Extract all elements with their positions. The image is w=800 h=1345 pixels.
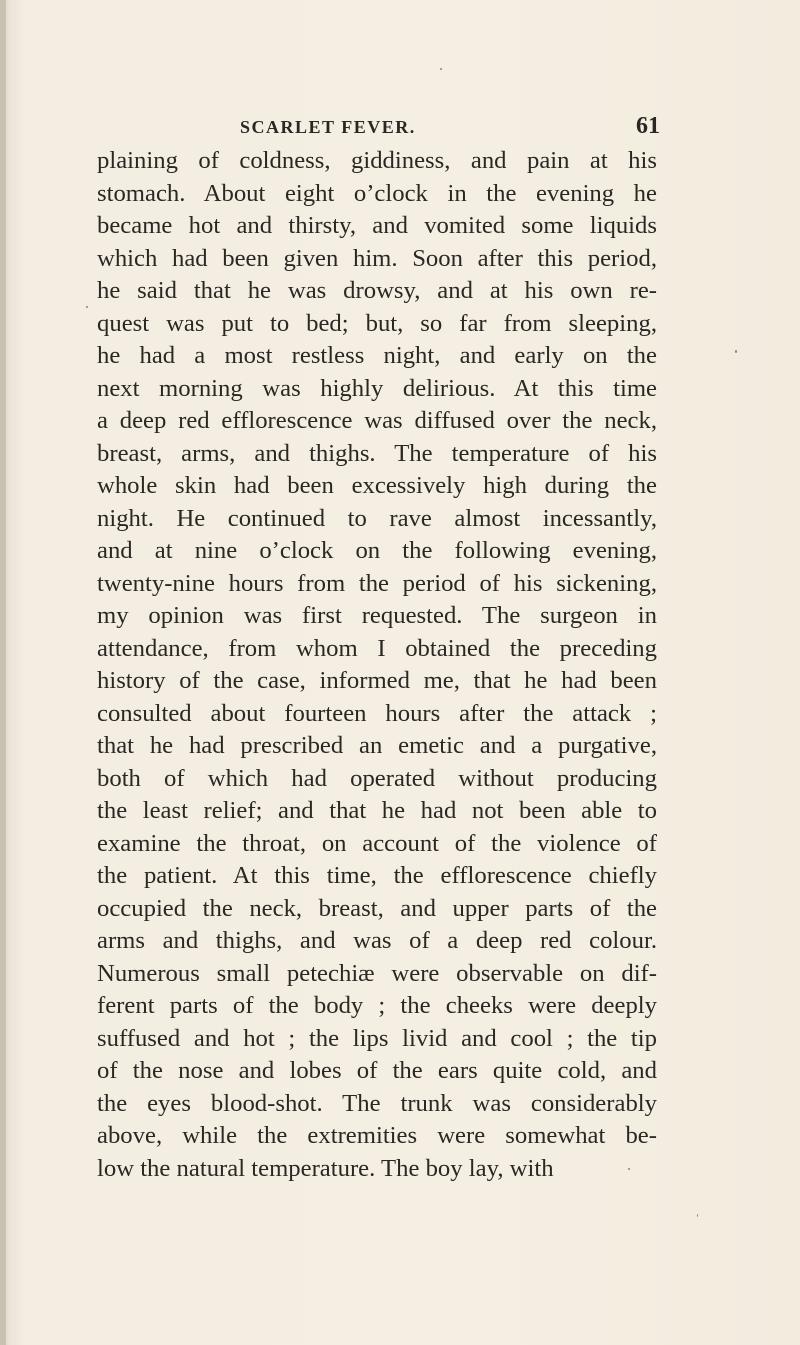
paper-speck <box>735 350 737 353</box>
binding-shadow <box>0 0 6 1345</box>
paper-speck <box>697 1214 698 1217</box>
text-line: the eyes blood-shot. The trunk was considerably <box>97 1089 657 1117</box>
text-line: of the nose and lobes of the ears quite cold, and <box>97 1057 657 1084</box>
text-line: examine the throat, on account of the violence of <box>97 829 657 857</box>
text-line: arms and thighs, and was of a deep red colour. <box>97 927 657 954</box>
text-line: stomach. About eight o’clock in the evening he <box>97 179 657 207</box>
running-head <box>240 113 660 141</box>
text-line: twenty-nine hours from the period of his sickening, <box>97 569 657 597</box>
text-line: above, while the extremities were somewhat be- <box>97 1122 657 1149</box>
text-line: history of the case, informed me, that he had been <box>97 667 657 694</box>
text-line: Numerous small petechiæ were observable on dif- <box>97 959 657 987</box>
text-line: night. He continued to rave almost incessantly, <box>97 504 657 532</box>
text-line: became hot and thirsty, and vomited some liquids <box>97 212 657 239</box>
text-line: low the natural temperature. The boy lay, with <box>97 1154 554 1182</box>
text-line: breast, arms, and thighs. The temperature of his <box>97 439 657 467</box>
text-line: which had been given him. Soon after this period, <box>97 244 657 272</box>
text-line: a deep red efflorescence was diffused over the neck, <box>97 407 657 434</box>
text-line: the least relief; and that he had not been able to <box>97 797 657 824</box>
text-line: occupied the neck, breast, and upper parts of the <box>97 894 657 922</box>
text-line: next morning was highly delirious. At this time <box>97 374 657 402</box>
text-line: both of which had operated without producing <box>97 764 657 792</box>
text-line: attendance, from whom I obtained the preceding <box>97 634 657 662</box>
page-number: 61 <box>636 113 660 139</box>
body-text <box>97 145 657 1185</box>
paper-speck <box>628 1168 630 1170</box>
running-title: SCARLET FEVER. <box>240 117 416 137</box>
paper-speck <box>86 306 88 308</box>
text-line: ferent parts of the body ; the cheeks were deeply <box>97 992 657 1019</box>
text-line: plaining of coldness, giddiness, and pain at his <box>97 147 657 174</box>
text-line: the patient. At this time, the efflorescence chiefly <box>97 862 657 889</box>
paper-speck <box>440 68 442 70</box>
text-line: suffused and hot ; the lips livid and cool ; the tip <box>97 1024 657 1052</box>
text-line: that he had prescribed an emetic and a purgative, <box>97 732 657 759</box>
text-line: he said that he was drowsy, and at his own re- <box>97 277 657 304</box>
text-line: he had a most restless night, and early on the <box>97 342 657 369</box>
text-line: quest was put to bed; but, so far from sleeping, <box>97 309 657 337</box>
text-line: consulted about fourteen hours after the attack ; <box>97 699 657 727</box>
text-line: my opinion was first requested. The surgeon in <box>97 602 657 629</box>
text-line: whole skin had been excessively high during the <box>97 472 657 499</box>
text-line: and at nine o’clock on the following evening, <box>97 537 657 564</box>
